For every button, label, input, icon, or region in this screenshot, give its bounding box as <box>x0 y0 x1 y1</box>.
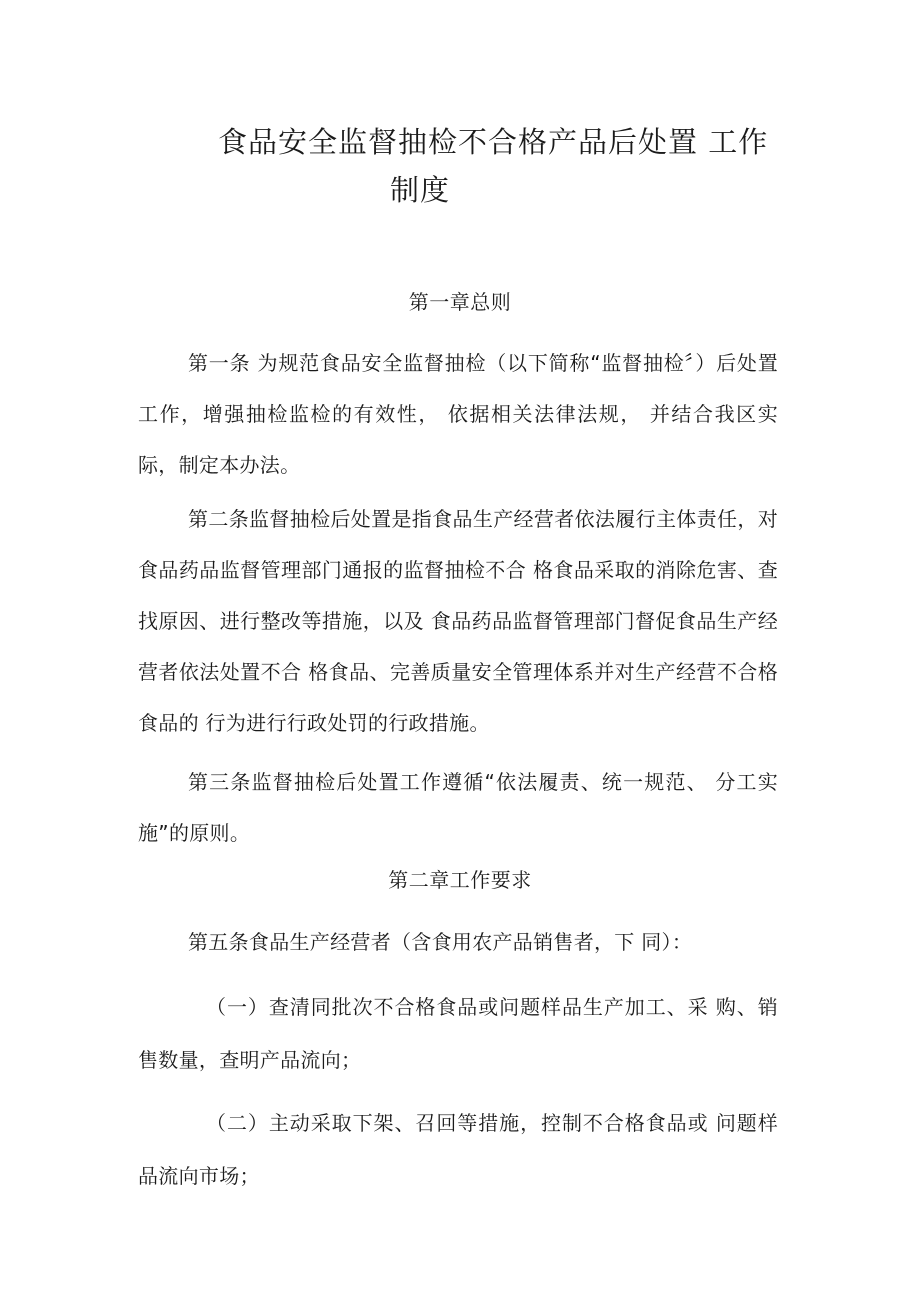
title-line-1: 食品安全监督抽检不合格产品后处置 工作 <box>218 125 769 159</box>
article-5: 第五条食品生产经营者（含食用农产品销售者，下 同）： <box>188 930 693 954</box>
title-line-2: 制度 <box>390 173 451 207</box>
chapter-heading-1: 第一章总则 <box>408 290 512 314</box>
article-1: 第一条 为规范食品安全监督抽检（以下简称“监督抽检〞）后处置工作，增强抽检监检的有效性， 依据相关法律法规， 并结合我区实际，制定本办法。 <box>138 351 778 477</box>
list-item-2: （二）主动采取下架、召回等措施，控制不合格食品或 问题样品流向市场； <box>138 1111 778 1188</box>
list-item-1: （一）查清同批次不合格食品或问题样品生产加工、采 购、销售数量，查明产品流向； <box>138 995 778 1072</box>
document-title <box>218 118 798 214</box>
chapter-heading-2: 第二章工作要求 <box>388 868 532 892</box>
article-3: 第三条监督抽检后处置工作遵循“依法履责、统一规范、 分工实施”的原则。 <box>138 770 778 845</box>
article-2: 第二条监督抽检后处置是指食品生产经营者依法履行主体责任，对食品药品监督管理部门通报的监督抽检不合 格食品采取的消除危害、查找原因、进行整改等措施，以及 食品药品监督管理部门督促食品生产经营者依法处置不合 格食品、完善质量安全管理体系并对生产经营不合格食品的 行为进行行政处罚的行政措施。 <box>138 507 778 735</box>
